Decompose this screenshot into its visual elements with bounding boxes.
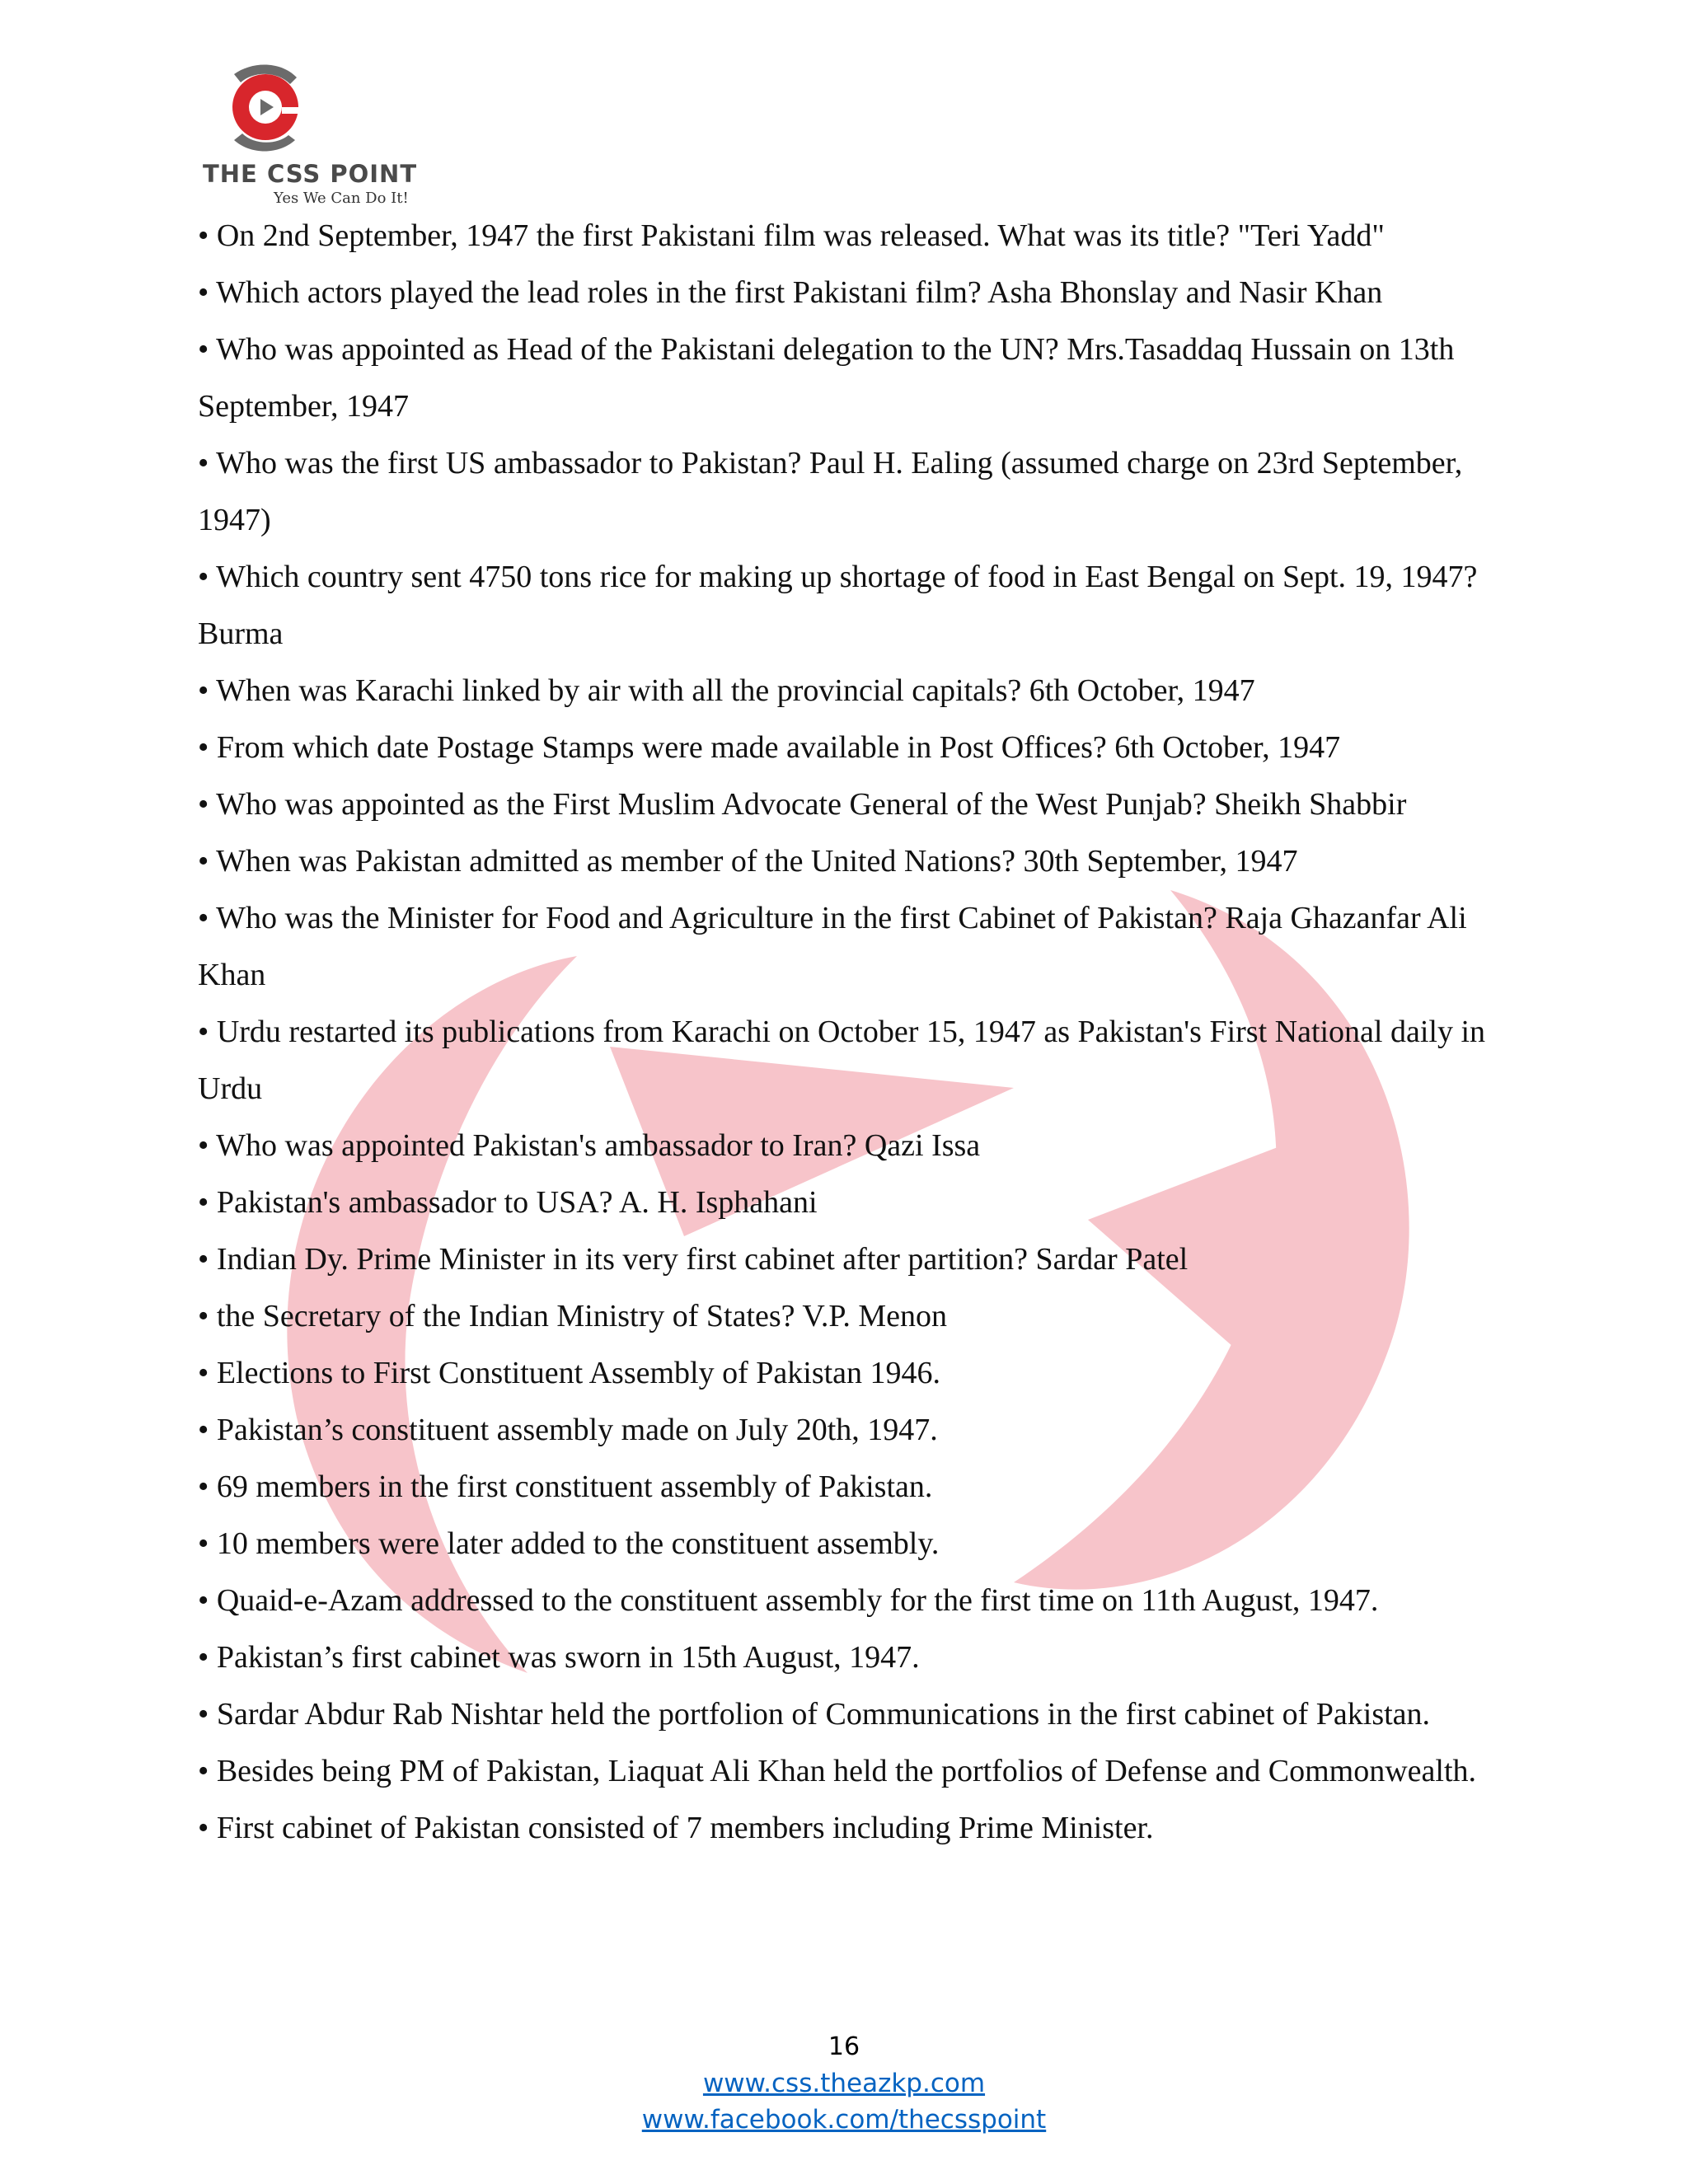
bullet: •: [198, 844, 209, 879]
bullet: •: [198, 673, 209, 708]
list-item: [198, 719, 1492, 776]
bullet: •: [198, 1185, 209, 1220]
css-point-logo: [198, 59, 437, 216]
list-item-text: From which date Postage Stamps were made available in Post Offices? 6th October, 1947: [216, 730, 1341, 765]
bullet: •: [198, 787, 209, 822]
list-item: [198, 1174, 1492, 1231]
bullet: •: [198, 218, 209, 253]
list-item-text: On 2nd September, 1947 the first Pakistani film was released. What was its title? "Teri Yadd": [216, 218, 1385, 253]
list-item-text: Pakistan’s first cabinet was sworn in 15th August, 1947.: [216, 1640, 920, 1675]
list-item: [198, 663, 1492, 719]
facebook-link[interactable]: www.facebook.com/thecsspoint: [641, 2105, 1047, 2135]
list-item-text: Which country sent 4750 tons rice for making up shortage of food in East Bengal on Sept. 19, 1947? Burma: [198, 560, 1478, 651]
list-item-text: 10 members were later added to the constituent assembly.: [216, 1526, 940, 1561]
list-item-text: Who was appointed Pakistan's ambassador to Iran? Qazi Issa: [216, 1128, 981, 1163]
list-item: [198, 321, 1492, 435]
list-item-text: Which actors played the lead roles in the first Pakistani film? Asha Bhonslay and Nasir Khan: [216, 275, 1383, 310]
list-item: [198, 1800, 1492, 1857]
list-item-text: Quaid-e-Azam addressed to the constituent assembly for the first time on 11th August, 1947.: [216, 1583, 1379, 1618]
list-item-text: Who was appointed as the First Muslim Advocate General of the West Punjab? Sheikh Shabbir: [216, 787, 1407, 822]
list-item: [198, 1629, 1492, 1686]
list-item-text: Sardar Abdur Rab Nishtar held the portfolion of Communications in the first cabinet of Pakistan.: [216, 1697, 1431, 1732]
bullet: •: [198, 446, 209, 480]
list-item: [198, 1288, 1492, 1345]
list-item-text: When was Karachi linked by air with all the provincial capitals? 6th October, 1947: [216, 673, 1255, 708]
bullet: •: [198, 730, 209, 765]
bullet: •: [198, 1356, 209, 1390]
list-item: [198, 1572, 1492, 1629]
website-link[interactable]: www.css.theazkp.com: [702, 2069, 986, 2098]
list-item-text: Urdu restarted its publications from Karachi on October 15, 1947 as Pakistan's First National daily in Urdu: [198, 1015, 1486, 1106]
bullet: •: [198, 275, 209, 310]
list-item: [198, 1345, 1492, 1402]
list-item: [198, 833, 1492, 890]
bullet: •: [198, 1583, 209, 1618]
list-item-text: the Secretary of the Indian Ministry of States? V.P. Menon: [216, 1299, 947, 1333]
list-item-text: Pakistan’s constituent assembly made on July 20th, 1947.: [216, 1413, 938, 1447]
list-item: [198, 549, 1492, 663]
list-item-text: Who was the first US ambassador to Pakistan? Paul H. Ealing (assumed charge on 23rd September, 1947): [198, 446, 1463, 537]
list-item-text: 69 members in the first constituent assembly of Pakistan.: [216, 1469, 933, 1504]
list-item: [198, 1118, 1492, 1174]
logo-emblem-icon: [211, 59, 318, 158]
list-item: [198, 1516, 1492, 1572]
bullet: •: [198, 332, 209, 367]
list-item: [198, 435, 1492, 549]
bullet: •: [198, 1299, 209, 1333]
list-item: [198, 1004, 1492, 1118]
bullet: •: [198, 1697, 209, 1732]
logo-tagline: Yes We Can Do It!: [274, 190, 409, 207]
list-item: [198, 890, 1492, 1004]
logo-name: THE CSS POINT: [203, 160, 418, 188]
list-item: [198, 265, 1492, 321]
bullet: •: [198, 1811, 209, 1845]
question-list: [198, 208, 1492, 1857]
list-item: [198, 1402, 1492, 1459]
list-item-text: Who was appointed as Head of the Pakistani delegation to the UN? Mrs.Tasaddaq Hussain on 13th September, 1947: [198, 332, 1455, 424]
list-item: [198, 208, 1492, 265]
bullet: •: [198, 1015, 209, 1049]
list-item-text: Who was the Minister for Food and Agriculture in the first Cabinet of Pakistan? Raja Ghazanfar Ali Khan: [198, 901, 1467, 992]
bullet: •: [198, 1413, 209, 1447]
list-item-text: Pakistan's ambassador to USA? A. H. Isphahani: [216, 1185, 818, 1220]
bullet: •: [198, 1469, 209, 1504]
list-item: [198, 776, 1492, 833]
list-item-text: When was Pakistan admitted as member of the United Nations? 30th September, 1947: [216, 844, 1298, 879]
list-item-text: Indian Dy. Prime Minister in its very first cabinet after partition? Sardar Patel: [216, 1242, 1189, 1277]
bullet: •: [198, 560, 209, 594]
list-item: [198, 1686, 1492, 1743]
bullet: •: [198, 901, 209, 935]
bullet: •: [198, 1526, 209, 1561]
page-footer: [0, 2029, 1688, 2138]
bullet: •: [198, 1640, 209, 1675]
list-item-text: Elections to First Constituent Assembly of Pakistan 1946.: [216, 1356, 941, 1390]
list-item: [198, 1231, 1492, 1288]
page-number: 16: [828, 2032, 860, 2061]
list-item-text: First cabinet of Pakistan consisted of 7 members including Prime Minister.: [216, 1811, 1154, 1845]
list-item-text: Besides being PM of Pakistan, Liaquat Ali Khan held the portfolios of Defense and Commonwealth.: [216, 1754, 1476, 1788]
bullet: •: [198, 1242, 209, 1277]
bullet: •: [198, 1754, 209, 1788]
bullet: •: [198, 1128, 209, 1163]
list-item: [198, 1743, 1492, 1800]
list-item: [198, 1459, 1492, 1516]
